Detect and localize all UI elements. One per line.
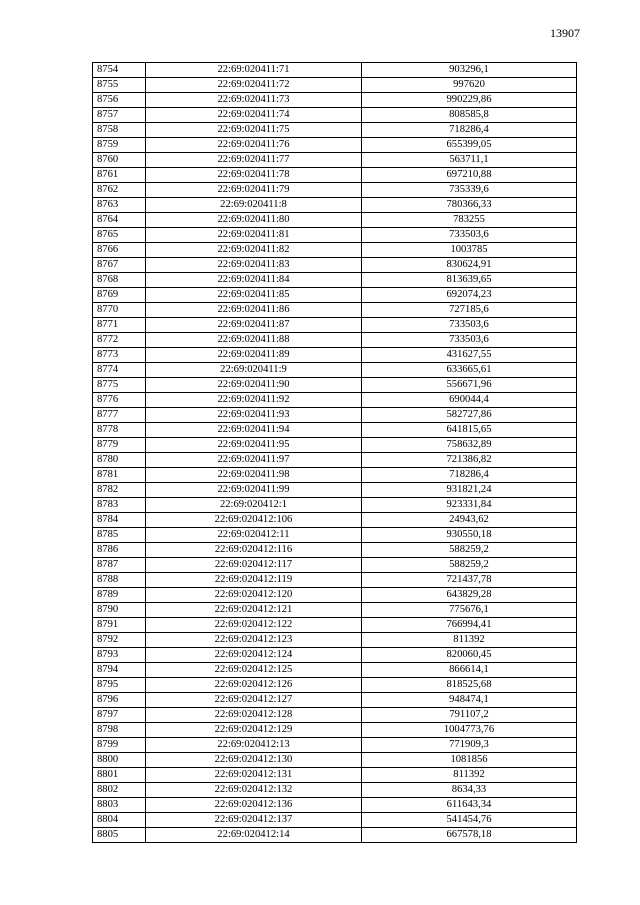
cadastral-number-cell: 22:69:020411:95 <box>146 438 362 453</box>
cadastral-number-cell: 22:69:020412:123 <box>146 633 362 648</box>
row-number-cell: 8767 <box>93 258 146 273</box>
row-number-cell: 8801 <box>93 768 146 783</box>
table-row <box>93 603 577 618</box>
row-number-cell: 8754 <box>93 63 146 78</box>
cadastral-value-cell: 721386,82 <box>362 453 577 468</box>
row-number-cell: 8766 <box>93 243 146 258</box>
table-row <box>93 153 577 168</box>
table-row <box>93 228 577 243</box>
cadastral-value-cell: 541454,76 <box>362 813 577 828</box>
cadastral-number-cell: 22:69:020411:71 <box>146 63 362 78</box>
row-number-cell: 8790 <box>93 603 146 618</box>
table-row <box>93 528 577 543</box>
cadastral-number-cell: 22:69:020411:93 <box>146 408 362 423</box>
cadastral-number-cell: 22:69:020411:81 <box>146 228 362 243</box>
cadastral-value-cell: 1081856 <box>362 753 577 768</box>
cadastral-value-cell: 655399,05 <box>362 138 577 153</box>
cadastral-number-cell: 22:69:020411:92 <box>146 393 362 408</box>
cadastral-value-cell: 766994,41 <box>362 618 577 633</box>
cadastral-number-cell: 22:69:020411:79 <box>146 183 362 198</box>
row-number-cell: 8800 <box>93 753 146 768</box>
cadastral-value-cell: 866614,1 <box>362 663 577 678</box>
table-row <box>93 588 577 603</box>
table-row <box>93 123 577 138</box>
cadastral-value-cell: 997620 <box>362 78 577 93</box>
cadastral-value-cell: 948474,1 <box>362 693 577 708</box>
row-number-cell: 8763 <box>93 198 146 213</box>
cadastral-number-cell: 22:69:020411:78 <box>146 168 362 183</box>
table-row <box>93 213 577 228</box>
cadastral-number-cell: 22:69:020411:77 <box>146 153 362 168</box>
table-row <box>93 273 577 288</box>
cadastral-number-cell: 22:69:020411:76 <box>146 138 362 153</box>
row-number-cell: 8798 <box>93 723 146 738</box>
row-number-cell: 8797 <box>93 708 146 723</box>
cadastral-value-cell: 811392 <box>362 768 577 783</box>
cadastral-value-cell: 690044,4 <box>362 393 577 408</box>
row-number-cell: 8788 <box>93 573 146 588</box>
row-number-cell: 8785 <box>93 528 146 543</box>
cadastral-value-cell: 8634,33 <box>362 783 577 798</box>
table-row <box>93 723 577 738</box>
table-row <box>93 558 577 573</box>
row-number-cell: 8764 <box>93 213 146 228</box>
cadastral-value-cell: 643829,28 <box>362 588 577 603</box>
cadastral-value-cell: 775676,1 <box>362 603 577 618</box>
row-number-cell: 8755 <box>93 78 146 93</box>
table-row <box>93 693 577 708</box>
row-number-cell: 8761 <box>93 168 146 183</box>
row-number-cell: 8776 <box>93 393 146 408</box>
table-row <box>93 783 577 798</box>
row-number-cell: 8774 <box>93 363 146 378</box>
cadastral-number-cell: 22:69:020411:86 <box>146 303 362 318</box>
row-number-cell: 8768 <box>93 273 146 288</box>
table-row <box>93 168 577 183</box>
cadastral-value-cell: 1003785 <box>362 243 577 258</box>
cadastral-value-table <box>92 62 577 843</box>
cadastral-value-cell: 667578,18 <box>362 828 577 843</box>
table-row <box>93 633 577 648</box>
cadastral-value-cell: 633665,61 <box>362 363 577 378</box>
cadastral-value-cell: 830624,91 <box>362 258 577 273</box>
cadastral-number-cell: 22:69:020411:73 <box>146 93 362 108</box>
row-number-cell: 8778 <box>93 423 146 438</box>
table-row <box>93 348 577 363</box>
row-number-cell: 8799 <box>93 738 146 753</box>
row-number-cell: 8784 <box>93 513 146 528</box>
table-row <box>93 543 577 558</box>
cadastral-number-cell: 22:69:020412:121 <box>146 603 362 618</box>
cadastral-number-cell: 22:69:020412:129 <box>146 723 362 738</box>
cadastral-number-cell: 22:69:020412:137 <box>146 813 362 828</box>
cadastral-number-cell: 22:69:020412:119 <box>146 573 362 588</box>
table-row <box>93 498 577 513</box>
cadastral-number-cell: 22:69:020411:72 <box>146 78 362 93</box>
table-row <box>93 393 577 408</box>
table-row <box>93 798 577 813</box>
cadastral-value-cell: 735339,6 <box>362 183 577 198</box>
table-row <box>93 288 577 303</box>
table-row <box>93 258 577 273</box>
cadastral-number-cell: 22:69:020411:75 <box>146 123 362 138</box>
table-row <box>93 768 577 783</box>
row-number-cell: 8770 <box>93 303 146 318</box>
cadastral-number-cell: 22:69:020412:116 <box>146 543 362 558</box>
row-number-cell: 8771 <box>93 318 146 333</box>
cadastral-value-cell: 990229,86 <box>362 93 577 108</box>
cadastral-number-cell: 22:69:020411:88 <box>146 333 362 348</box>
cadastral-number-cell: 22:69:020411:8 <box>146 198 362 213</box>
table-row <box>93 483 577 498</box>
cadastral-value-cell: 431627,55 <box>362 348 577 363</box>
table-row <box>93 618 577 633</box>
row-number-cell: 8757 <box>93 108 146 123</box>
table-row <box>93 753 577 768</box>
row-number-cell: 8795 <box>93 678 146 693</box>
table-body <box>93 63 577 843</box>
cadastral-number-cell: 22:69:020412:132 <box>146 783 362 798</box>
cadastral-value-cell: 721437,78 <box>362 573 577 588</box>
cadastral-number-cell: 22:69:020412:126 <box>146 678 362 693</box>
row-number-cell: 8765 <box>93 228 146 243</box>
cadastral-value-cell: 1004773,76 <box>362 723 577 738</box>
row-number-cell: 8781 <box>93 468 146 483</box>
page-number: 13907 <box>550 26 580 40</box>
row-number-cell: 8759 <box>93 138 146 153</box>
cadastral-number-cell: 22:69:020411:87 <box>146 318 362 333</box>
cadastral-number-cell: 22:69:020412:106 <box>146 513 362 528</box>
cadastral-number-cell: 22:69:020412:117 <box>146 558 362 573</box>
row-number-cell: 8803 <box>93 798 146 813</box>
cadastral-value-cell: 780366,33 <box>362 198 577 213</box>
table-row <box>93 828 577 843</box>
cadastral-number-cell: 22:69:020411:84 <box>146 273 362 288</box>
cadastral-number-cell: 22:69:020411:80 <box>146 213 362 228</box>
table-row <box>93 453 577 468</box>
cadastral-value-cell: 758632,89 <box>362 438 577 453</box>
row-number-cell: 8787 <box>93 558 146 573</box>
row-number-cell: 8794 <box>93 663 146 678</box>
cadastral-value-cell: 588259,2 <box>362 543 577 558</box>
cadastral-value-cell: 563711,1 <box>362 153 577 168</box>
table-row <box>93 183 577 198</box>
row-number-cell: 8802 <box>93 783 146 798</box>
row-number-cell: 8791 <box>93 618 146 633</box>
cadastral-number-cell: 22:69:020412:11 <box>146 528 362 543</box>
row-number-cell: 8805 <box>93 828 146 843</box>
cadastral-number-cell: 22:69:020412:131 <box>146 768 362 783</box>
row-number-cell: 8786 <box>93 543 146 558</box>
row-number-cell: 8789 <box>93 588 146 603</box>
table-row <box>93 408 577 423</box>
table-row <box>93 573 577 588</box>
row-number-cell: 8772 <box>93 333 146 348</box>
row-number-cell: 8796 <box>93 693 146 708</box>
table-row <box>93 93 577 108</box>
table-row <box>93 423 577 438</box>
cadastral-number-cell: 22:69:020411:99 <box>146 483 362 498</box>
cadastral-number-cell: 22:69:020411:94 <box>146 423 362 438</box>
cadastral-number-cell: 22:69:020411:74 <box>146 108 362 123</box>
cadastral-number-cell: 22:69:020412:13 <box>146 738 362 753</box>
cadastral-value-cell: 611643,34 <box>362 798 577 813</box>
table-row <box>93 648 577 663</box>
cadastral-number-cell: 22:69:020412:124 <box>146 648 362 663</box>
table-row <box>93 318 577 333</box>
table-row <box>93 438 577 453</box>
cadastral-value-cell: 733503,6 <box>362 333 577 348</box>
cadastral-number-cell: 22:69:020411:97 <box>146 453 362 468</box>
cadastral-number-cell: 22:69:020412:122 <box>146 618 362 633</box>
table-row <box>93 513 577 528</box>
table-row <box>93 138 577 153</box>
table-row <box>93 708 577 723</box>
row-number-cell: 8760 <box>93 153 146 168</box>
row-number-cell: 8779 <box>93 438 146 453</box>
table-row <box>93 63 577 78</box>
cadastral-value-cell: 733503,6 <box>362 228 577 243</box>
row-number-cell: 8777 <box>93 408 146 423</box>
table-row <box>93 738 577 753</box>
row-number-cell: 8793 <box>93 648 146 663</box>
cadastral-number-cell: 22:69:020411:85 <box>146 288 362 303</box>
row-number-cell: 8756 <box>93 93 146 108</box>
cadastral-number-cell: 22:69:020411:82 <box>146 243 362 258</box>
cadastral-value-cell: 718286,4 <box>362 123 577 138</box>
cadastral-number-cell: 22:69:020412:1 <box>146 498 362 513</box>
table-row <box>93 243 577 258</box>
cadastral-value-cell: 808585,8 <box>362 108 577 123</box>
row-number-cell: 8804 <box>93 813 146 828</box>
table-row <box>93 678 577 693</box>
cadastral-value-cell: 818525,68 <box>362 678 577 693</box>
row-number-cell: 8783 <box>93 498 146 513</box>
row-number-cell: 8762 <box>93 183 146 198</box>
cadastral-number-cell: 22:69:020412:128 <box>146 708 362 723</box>
cadastral-number-cell: 22:69:020412:14 <box>146 828 362 843</box>
cadastral-value-cell: 556671,96 <box>362 378 577 393</box>
cadastral-value-cell: 923331,84 <box>362 498 577 513</box>
table-row <box>93 78 577 93</box>
table-row <box>93 333 577 348</box>
table-row <box>93 813 577 828</box>
cadastral-value-cell: 811392 <box>362 633 577 648</box>
row-number-cell: 8782 <box>93 483 146 498</box>
table-row <box>93 363 577 378</box>
cadastral-value-cell: 931821,24 <box>362 483 577 498</box>
cadastral-number-cell: 22:69:020412:120 <box>146 588 362 603</box>
row-number-cell: 8792 <box>93 633 146 648</box>
cadastral-value-cell: 791107,2 <box>362 708 577 723</box>
row-number-cell: 8775 <box>93 378 146 393</box>
cadastral-number-cell: 22:69:020412:125 <box>146 663 362 678</box>
cadastral-value-cell: 820060,45 <box>362 648 577 663</box>
table-row <box>93 468 577 483</box>
cadastral-value-cell: 771909,3 <box>362 738 577 753</box>
cadastral-value-cell: 718286,4 <box>362 468 577 483</box>
table-row <box>93 303 577 318</box>
cadastral-value-cell: 582727,86 <box>362 408 577 423</box>
table-row <box>93 198 577 213</box>
cadastral-value-cell: 813639,65 <box>362 273 577 288</box>
cadastral-number-cell: 22:69:020412:130 <box>146 753 362 768</box>
row-number-cell: 8758 <box>93 123 146 138</box>
cadastral-number-cell: 22:69:020411:9 <box>146 363 362 378</box>
cadastral-number-cell: 22:69:020412:127 <box>146 693 362 708</box>
cadastral-value-cell: 903296,1 <box>362 63 577 78</box>
cadastral-value-cell: 733503,6 <box>362 318 577 333</box>
cadastral-value-cell: 24943,62 <box>362 513 577 528</box>
cadastral-value-cell: 727185,6 <box>362 303 577 318</box>
cadastral-number-cell: 22:69:020412:136 <box>146 798 362 813</box>
row-number-cell: 8769 <box>93 288 146 303</box>
cadastral-value-cell: 783255 <box>362 213 577 228</box>
cadastral-value-cell: 930550,18 <box>362 528 577 543</box>
cadastral-value-cell: 641815,65 <box>362 423 577 438</box>
cadastral-value-cell: 697210,88 <box>362 168 577 183</box>
row-number-cell: 8780 <box>93 453 146 468</box>
table-row <box>93 108 577 123</box>
cadastral-number-cell: 22:69:020411:90 <box>146 378 362 393</box>
cadastral-value-cell: 588259,2 <box>362 558 577 573</box>
cadastral-number-cell: 22:69:020411:89 <box>146 348 362 363</box>
cadastral-value-cell: 692074,23 <box>362 288 577 303</box>
cadastral-number-cell: 22:69:020411:83 <box>146 258 362 273</box>
table-row <box>93 378 577 393</box>
table-row <box>93 663 577 678</box>
row-number-cell: 8773 <box>93 348 146 363</box>
cadastral-number-cell: 22:69:020411:98 <box>146 468 362 483</box>
